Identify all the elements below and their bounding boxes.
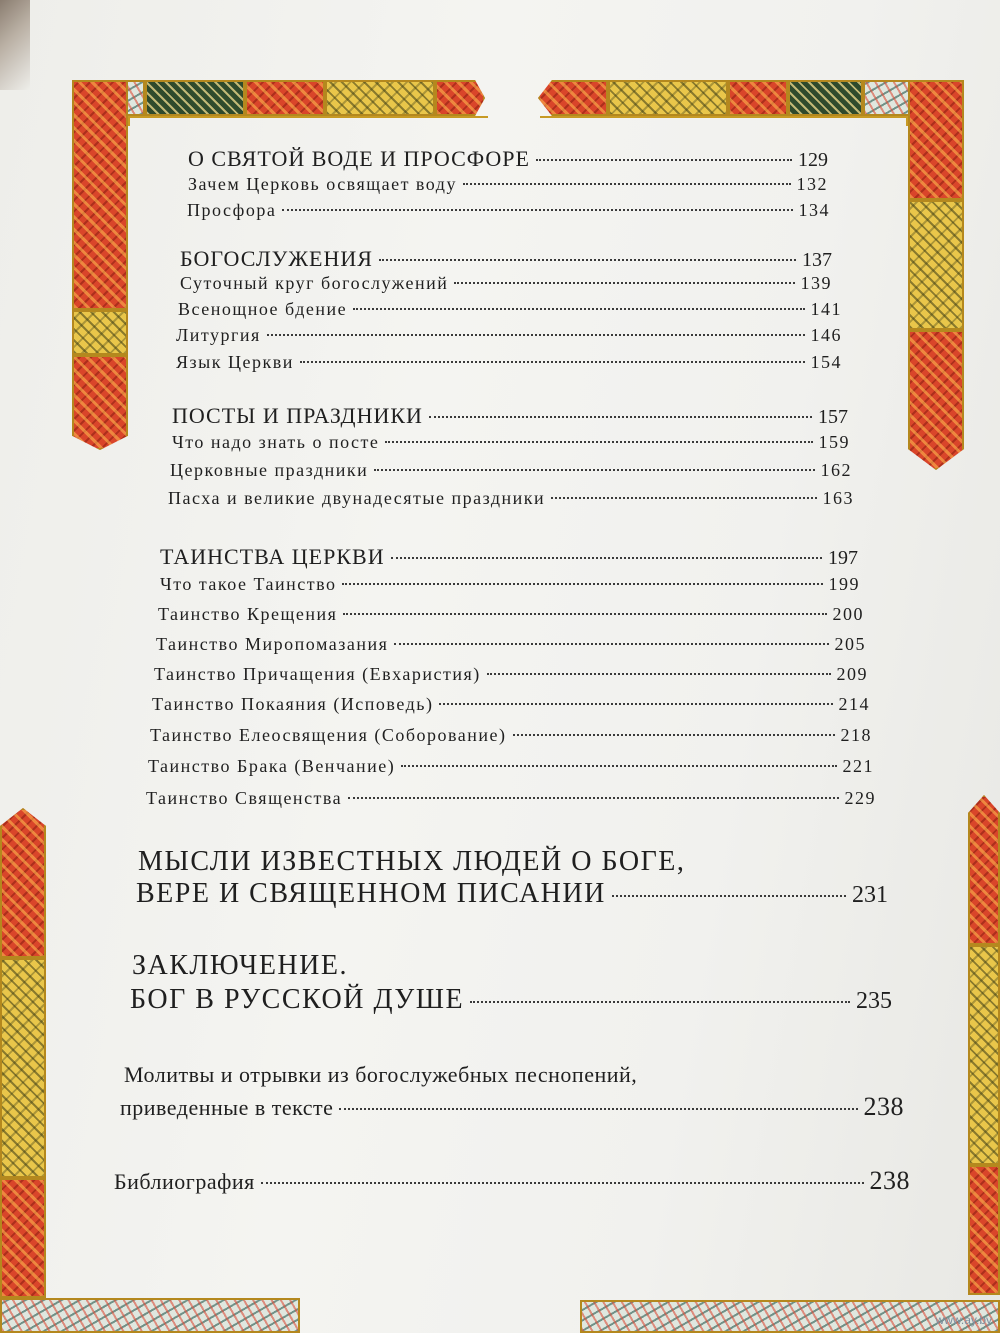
toc-section-holy-water[interactable] bbox=[188, 146, 828, 172]
toc-entry[interactable] bbox=[178, 299, 842, 320]
toc-entry-label: Пасха и великие двунадесятые праздники bbox=[168, 488, 546, 508]
toc-section-title: О СВЯТОЙ ВОДЕ И ПРОСФОРЕ bbox=[188, 146, 530, 171]
dot-leader bbox=[551, 497, 816, 499]
toc-entry[interactable] bbox=[150, 725, 872, 746]
page-number: 231 bbox=[852, 882, 888, 908]
toc-entry[interactable] bbox=[188, 174, 828, 195]
page-number: 132 bbox=[796, 174, 828, 194]
toc-entry[interactable] bbox=[154, 664, 868, 685]
toc-entry-prayers[interactable] bbox=[120, 1092, 904, 1122]
toc-entry-label: Просфора bbox=[187, 200, 277, 220]
toc-entry[interactable] bbox=[176, 352, 842, 373]
toc-section-title: БОГОСЛУЖЕНИЯ bbox=[180, 246, 373, 271]
dot-leader bbox=[342, 583, 822, 585]
dot-leader bbox=[463, 183, 791, 185]
dot-leader bbox=[470, 1001, 850, 1003]
toc-section-title: БОГ В РУССКОЙ ДУШЕ bbox=[130, 984, 465, 1015]
page-number: 137 bbox=[802, 249, 832, 271]
dot-leader bbox=[487, 673, 831, 675]
dot-leader bbox=[536, 159, 792, 161]
toc-entry-label: Всенощное бдение bbox=[178, 299, 348, 319]
page-number: 162 bbox=[820, 460, 852, 480]
toc-entry-label: Церковные праздники bbox=[170, 460, 369, 480]
toc-entry-label: Зачем Церковь освящает воду bbox=[188, 174, 457, 194]
page-number: 229 bbox=[844, 788, 876, 808]
toc-section-conclusion[interactable] bbox=[130, 984, 892, 1016]
toc-entry[interactable] bbox=[160, 574, 860, 595]
toc-entry[interactable] bbox=[180, 273, 832, 294]
page-number: 139 bbox=[800, 273, 832, 293]
toc-entry-label: Что надо знать о посте bbox=[172, 432, 380, 452]
toc-entry-bibliography[interactable] bbox=[114, 1166, 910, 1196]
toc-section-sacraments[interactable] bbox=[160, 544, 858, 570]
page-number: 235 bbox=[856, 988, 892, 1014]
page-number: 129 bbox=[798, 149, 828, 171]
page-number: 214 bbox=[838, 694, 870, 714]
page-number: 154 bbox=[810, 352, 842, 372]
toc-entry-label: Библиография bbox=[114, 1169, 255, 1194]
dot-leader bbox=[394, 643, 828, 645]
toc-section-title: ТАИНСТВА ЦЕРКВИ bbox=[160, 544, 385, 569]
toc-entry[interactable] bbox=[156, 634, 866, 655]
toc-entry-label: Что такое Таинство bbox=[160, 574, 337, 594]
toc-section-thoughts[interactable] bbox=[136, 878, 888, 910]
page-number: 197 bbox=[828, 547, 858, 569]
toc-entry[interactable] bbox=[158, 604, 864, 625]
page-number: 146 bbox=[810, 325, 842, 345]
dot-leader bbox=[353, 308, 804, 310]
toc-entry[interactable] bbox=[187, 200, 830, 221]
dot-leader bbox=[401, 765, 836, 767]
toc-section-title: ВЕРЕ И СВЯЩЕННОМ ПИСАНИИ bbox=[136, 878, 606, 909]
dot-leader bbox=[454, 282, 794, 284]
toc-entry-prayers-line1: Молитвы и отрывки из богослужебных песнопений, bbox=[124, 1062, 638, 1087]
page-number: 218 bbox=[840, 725, 872, 745]
page-number: 134 bbox=[798, 200, 830, 220]
toc-section-services[interactable] bbox=[180, 246, 832, 272]
page-number: 199 bbox=[828, 574, 860, 594]
toc-section-thoughts-line1: МЫСЛИ ИЗВЕСТНЫХ ЛЮДЕЙ О БОГЕ, bbox=[138, 846, 686, 877]
toc-entry[interactable] bbox=[172, 432, 850, 453]
dot-leader bbox=[391, 557, 822, 559]
dot-leader bbox=[429, 416, 812, 418]
toc-section-title: ПОСТЫ И ПРАЗДНИКИ bbox=[172, 403, 423, 428]
dot-leader bbox=[343, 613, 826, 615]
toc-entry[interactable] bbox=[170, 460, 852, 481]
page-number: 221 bbox=[842, 756, 874, 776]
dot-leader bbox=[513, 734, 835, 736]
page-number: 205 bbox=[834, 634, 866, 654]
page-number: 157 bbox=[818, 406, 848, 428]
dot-leader bbox=[612, 895, 846, 897]
toc-entry-label: Литургия bbox=[176, 325, 261, 345]
dot-leader bbox=[300, 361, 805, 363]
toc-entry[interactable] bbox=[168, 488, 854, 509]
dot-leader bbox=[379, 259, 796, 261]
toc-entry[interactable] bbox=[148, 756, 874, 777]
toc-entry-label: приведенные в тексте bbox=[120, 1095, 334, 1120]
toc-section-fasts-feasts[interactable] bbox=[172, 403, 848, 429]
toc-entry-label: Таинство Причащения (Евхаристия) bbox=[154, 664, 481, 684]
toc-entry-label: Таинство Елеосвящения (Соборование) bbox=[150, 725, 507, 745]
dot-leader bbox=[348, 797, 838, 799]
toc-entry-label: Таинство Брака (Венчание) bbox=[148, 756, 396, 776]
watermark: www.ay.by bbox=[935, 1313, 992, 1327]
dot-leader bbox=[374, 469, 814, 471]
toc-entry-label: Таинство Крещения bbox=[158, 604, 338, 624]
toc-entry[interactable] bbox=[176, 325, 842, 346]
page-number: 163 bbox=[822, 488, 854, 508]
page-number: 209 bbox=[836, 664, 868, 684]
page-number: 238 bbox=[863, 1092, 904, 1121]
page-number: 200 bbox=[832, 604, 864, 624]
toc-section-conclusion-line1: ЗАКЛЮЧЕНИЕ. bbox=[132, 950, 348, 981]
dot-leader bbox=[261, 1182, 864, 1184]
toc-entry-label: Суточный круг богослужений bbox=[180, 273, 449, 293]
toc-entry[interactable] bbox=[152, 694, 870, 715]
toc-entry[interactable] bbox=[146, 788, 876, 809]
toc-entry-label: Таинство Миропомазания bbox=[156, 634, 389, 654]
dot-leader bbox=[439, 703, 832, 705]
toc-entry-label: Таинство Покаяния (Исповедь) bbox=[152, 694, 434, 714]
toc-entry-label: Таинство Священства bbox=[146, 788, 343, 808]
toc-entry-label: Язык Церкви bbox=[176, 352, 294, 372]
dot-leader bbox=[267, 334, 805, 336]
page-number: 159 bbox=[818, 432, 850, 452]
dot-leader bbox=[339, 1108, 857, 1110]
page-number: 141 bbox=[810, 299, 842, 319]
dot-leader bbox=[282, 209, 792, 211]
page-number: 238 bbox=[869, 1166, 910, 1195]
dot-leader bbox=[385, 441, 812, 443]
